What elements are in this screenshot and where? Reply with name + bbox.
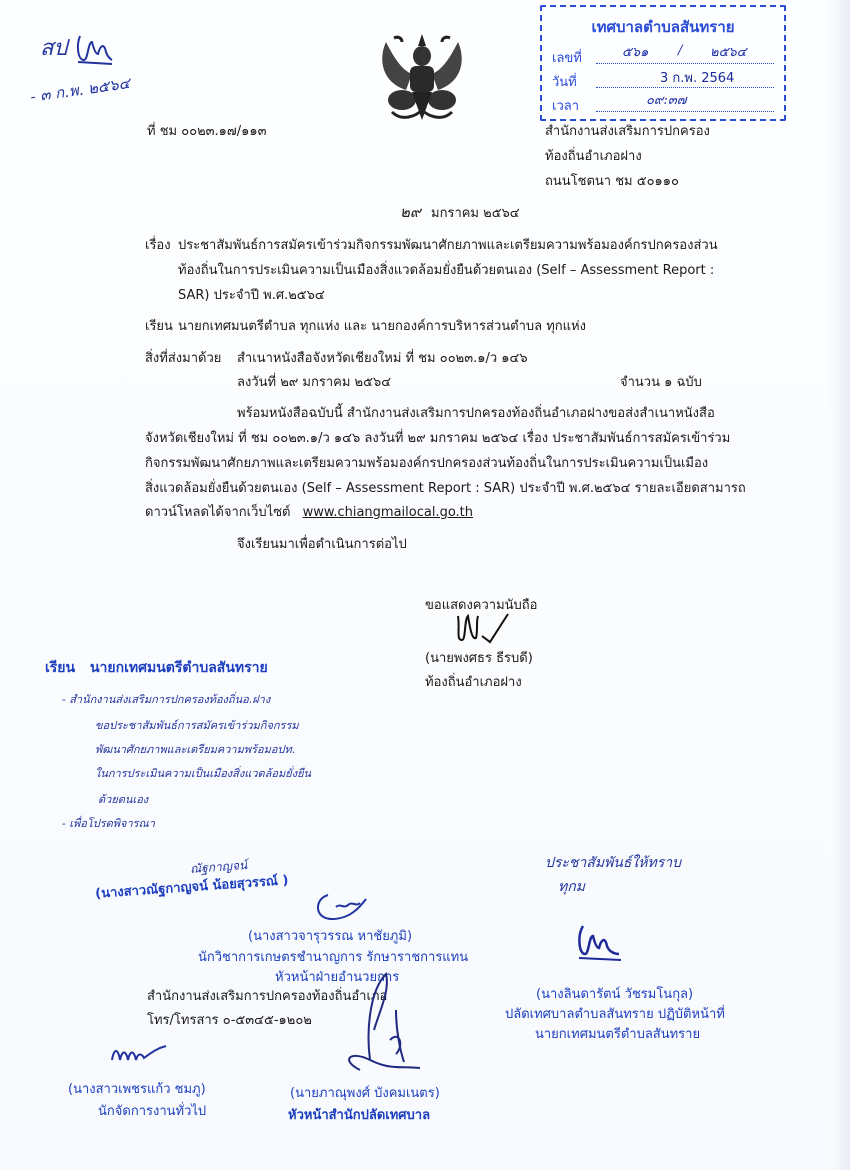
mayor-position-1: ปลัดเทศบาลตำบลสันทราย ปฏิบัติหน้าที่ xyxy=(505,1007,725,1022)
routing-heading xyxy=(45,657,268,679)
routing-line-2: ขอประชาสัมพันธ์การสมัครเข้าร่วมกิจกรรม xyxy=(95,719,299,732)
signatory-position: ท้องถิ่นอำเภอฝาง xyxy=(425,675,522,690)
approver-4-signature-icon xyxy=(330,970,450,1090)
subject-line-2: ท้องถิ่นในการประเมินความเป็นเมืองสิ่งแวดล้อมยั่งยืนด้วยตนเอง (Self – Assessment Report : xyxy=(178,263,715,278)
stamp-number-label: เลขที่ xyxy=(552,51,582,66)
download-text: ดาวน์โหลดได้จากเว็บไซต์ xyxy=(145,505,291,520)
routing-line-5: ด้วยตนเอง xyxy=(98,793,149,806)
approver-2-signature-icon xyxy=(310,885,380,925)
routing-line-3: พัฒนาศักยภาพและเตรียมความพร้อมอปท. xyxy=(95,743,296,756)
garuda-emblem-icon xyxy=(372,30,472,130)
enclosure-quantity: จำนวน ๑ ฉบับ xyxy=(620,375,702,390)
body-line-3: กิจกรรมพัฒนาศักยภาพและเตรียมความพร้อมองค์กรปกครองส่วนท้องถิ่นในการประเมินความเป็นเมือง xyxy=(145,456,709,471)
office-line-1: สำนักงานส่งเสริมการปกครอง xyxy=(545,124,710,139)
top-left-date: - ๓ ก.พ. ๒๕๖๔ xyxy=(29,74,132,106)
reference-number: ที่ ชม ๐๐๒๓.๑๗/๑๑๓ xyxy=(147,124,267,139)
to-label: เรียน xyxy=(145,319,173,334)
note-initials: สป xyxy=(40,36,68,61)
date-day: ๒๙ xyxy=(400,203,421,221)
approver-2-position-1: นักวิชาการเกษตรชำนาญการ รักษาราชการแทน xyxy=(198,950,469,965)
signatory-signature-icon xyxy=(452,610,512,646)
signatory-name: (นายพงศธร ธีรบดี) xyxy=(425,651,533,666)
stamp-number-year: ๒๕๖๔ xyxy=(710,45,747,60)
routing-heading-label: เรียน xyxy=(45,660,76,676)
signature-icon xyxy=(74,32,114,66)
page-edge-shadow xyxy=(828,0,850,1170)
enclosure-label: สิ่งที่ส่งมาด้วย xyxy=(145,351,222,366)
approver-3-signature-icon xyxy=(108,1042,168,1066)
subject-line-1: ประชาสัมพันธ์การสมัครเข้าร่วมกิจกรรมพัฒนาศักยภาพและเตรียมความพร้อมองค์กรปกครองส่วน xyxy=(178,238,718,253)
stamp-number-value: ๕๖๑ xyxy=(622,45,649,60)
body-line-5 xyxy=(145,504,473,522)
approver-2-position-2: หัวหน้าฝ่ายอำนวยการ xyxy=(275,970,400,985)
regards-text: ขอแสดงความนับถือ xyxy=(425,598,538,613)
closing-line: จึงเรียนมาเพื่อดำเนินการต่อไป xyxy=(237,537,407,552)
approver-1-name: (นางสาวณัฐกาญจน์ น้อยสุวรรณ์ ) xyxy=(94,873,289,902)
to-value: นายกเทศมนตรีตำบล ทุกแห่ง และ นายกองค์การบริหารส่วนตำบล ทุกแห่ง xyxy=(178,319,586,334)
document-date xyxy=(400,203,520,223)
routing-line-4: ในการประเมินความเป็นเมืองสิ่งแวดล้อมยั่งยืน xyxy=(95,767,312,780)
office-line-2: ท้องถิ่นอำเภอฝาง xyxy=(545,149,642,164)
stamp-date-label: วันที่ xyxy=(552,75,577,90)
subject-line-3: SAR) ประจำปี พ.ศ.๒๕๖๔ xyxy=(178,288,325,303)
website-link[interactable]: www.chiangmailocal.go.th xyxy=(302,505,474,520)
receipt-stamp: เทศบาลตำบลสันทราย เลขที่ ๕๖๑ / ๒๕๖๔ วันที่ 3 ก.พ. 2564 เวลา ๐๙:๓๗ xyxy=(540,5,786,121)
approver-2-name: (นางสาวจารุวรรณ หาชัยภูมิ) xyxy=(248,929,413,944)
footer-phone: โทร/โทรสาร ๐-๕๓๔๕-๑๒๐๒ xyxy=(147,1013,312,1028)
routing-line-6: - เพื่อโปรดพิจารณา xyxy=(62,817,155,830)
routing-line-1: - สำนักงานส่งเสริมการปกครองท้องถิ่นอ.ฝาง xyxy=(62,693,271,706)
enclosure-line-2: ลงวันที่ ๒๙ มกราคม ๒๕๖๔ xyxy=(237,375,392,390)
body-line-4: สิ่งแวดล้อมยั่งยืนด้วยตนเอง (Self – Assessment Report : SAR) ประจำปี พ.ศ.๒๕๖๔ รายละเอียดสามารถ xyxy=(145,481,746,496)
top-left-note xyxy=(40,30,114,66)
mayor-signature-icon xyxy=(575,922,625,962)
footer-office: สำนักงานส่งเสริมการปกครองท้องถิ่นอำเภอ xyxy=(147,989,388,1004)
approver-1-signature: ณัฐกาญจน์ xyxy=(189,858,248,876)
subject-label: เรื่อง xyxy=(145,238,171,253)
body-line-2: จังหวัดเชียงใหม่ ที่ ชม ๐๐๒๓.๑/ว ๑๔๖ ลงวันที่ ๒๙ มกราคม ๒๕๖๔ เรื่อง ประชาสัมพันธ์การสมัครเข้าร่วม xyxy=(145,431,731,446)
mayor-note-line-1: ประชาสัมพันธ์ให้ทราบ xyxy=(545,855,681,871)
mayor-note-line-2: ทุกม xyxy=(558,879,585,895)
mayor-name: (นางลินดารัตน์ วัชรมโนกุล) xyxy=(536,987,694,1002)
body-line-1: พร้อมหนังสือฉบับนี้ สำนักงานส่งเสริมการปกครองท้องถิ่นอำเภอฝางขอส่งสำเนาหนังสือ xyxy=(237,406,715,421)
stamp-time-label: เวลา xyxy=(552,99,580,114)
approver-3-name: (นางสาวเพชรแก้ว ชมภู) xyxy=(68,1082,206,1097)
routing-heading-value: นายกเทศมนตรีตำบลสันทราย xyxy=(89,660,268,676)
mayor-position-2: นายกเทศมนตรีตำบลสันทราย xyxy=(535,1027,701,1042)
approver-4-name: (นายภาณุพงศ์ บังคมเนตร) xyxy=(290,1086,440,1101)
approver-4-position: หัวหน้าสำนักปลัดเทศบาล xyxy=(288,1108,431,1123)
date-month-year: มกราคม ๒๕๖๔ xyxy=(431,206,520,221)
approver-3-position: นักจัดการงานทั่วไป xyxy=(98,1104,207,1119)
office-line-3: ถนนโชตนา ชม ๕๐๑๑๐ xyxy=(545,174,679,189)
enclosure-line-1: สำเนาหนังสือจังหวัดเชียงใหม่ ที่ ชม ๐๐๒๓.๑/ว ๑๔๖ xyxy=(237,351,528,366)
stamp-title: เทศบาลตำบลสันทราย xyxy=(591,18,735,36)
stamp-time-value: ๐๙:๓๗ xyxy=(646,93,687,108)
stamp-date-value: 3 ก.พ. 2564 xyxy=(660,71,735,86)
